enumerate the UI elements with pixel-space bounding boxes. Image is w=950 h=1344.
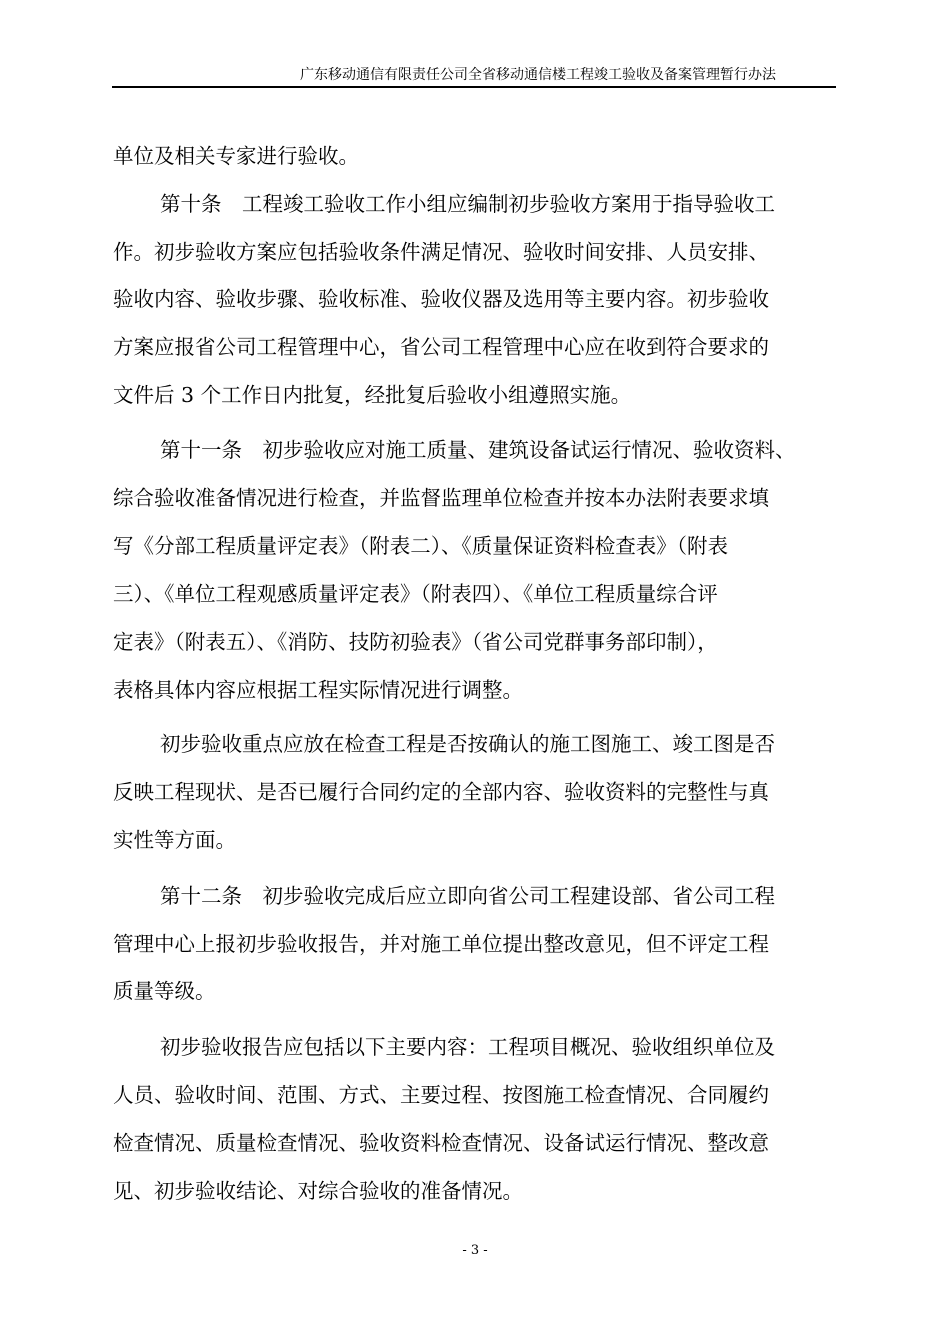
body-line: 文件后 3 个工作日内批复，经批复后验收小组遵照实施。: [113, 383, 632, 407]
body-line: 作。初步验收方案应包括验收条件满足情况、验收时间安排、人员安排、: [113, 240, 769, 264]
article-12-heading-line: 第十二条 初步验收完成后应立即向省公司工程建设部、省公司工程: [160, 884, 775, 908]
body-line: 验收内容、验收步骤、验收标准、验收仪器及选用等主要内容。初步验收: [113, 287, 769, 311]
body-line: 单位及相关专家进行验收。: [113, 144, 359, 168]
body-line: 人员、验收时间、范围、方式、主要过程、按图施工检查情况、合同履约: [113, 1083, 769, 1107]
body-line: 反映工程现状、是否已履行合同约定的全部内容、验收资料的完整性与真: [113, 780, 769, 804]
page-number: - 3 -: [462, 1243, 488, 1258]
body-line: 见、初步验收结论、对综合验收的准备情况。: [113, 1179, 523, 1203]
body-line: 表格具体内容应根据工程实际情况进行调整。: [113, 678, 523, 702]
body-line: 质量等级。: [113, 979, 216, 1003]
body-line: 检查情况、质量检查情况、验收资料检查情况、设备试运行情况、整改意: [113, 1131, 769, 1155]
body-line: 综合验收准备情况进行检查，并监督监理单位检查并按本办法附表要求填: [113, 486, 769, 510]
body-line: 写《分部工程质量评定表》（附表二）、《质量保证资料检查表》（附表: [113, 534, 728, 558]
body-line: 管理中心上报初步验收报告，并对施工单位提出整改意见，但不评定工程: [113, 932, 769, 956]
body-line: 三）、《单位工程观感质量评定表》（附表四）、《单位工程质量综合评: [113, 582, 718, 606]
header-title: 广东移动通信有限责任公司全省移动通信楼工程竣工验收及备案管理暂行办法: [300, 67, 776, 83]
paragraph-first-line: 初步验收重点应放在检查工程是否按确认的施工图施工、竣工图是否: [160, 732, 775, 756]
body-line: 实性等方面。: [113, 828, 236, 852]
body-line: 方案应报省公司工程管理中心，省公司工程管理中心应在收到符合要求的: [113, 335, 769, 359]
paragraph-first-line: 初步验收报告应包括以下主要内容：工程项目概况、验收组织单位及: [160, 1035, 775, 1059]
body-line: 定表》（附表五）、《消防、技防初验表》（省公司党群事务部印制），: [113, 630, 718, 654]
page-header: [112, 62, 836, 88]
article-11-heading-line: 第十一条 初步验收应对施工质量、建筑设备试运行情况、验收资料、: [160, 438, 796, 462]
article-10-heading-line: 第十条 工程竣工验收工作小组应编制初步验收方案用于指导验收工: [160, 192, 775, 216]
